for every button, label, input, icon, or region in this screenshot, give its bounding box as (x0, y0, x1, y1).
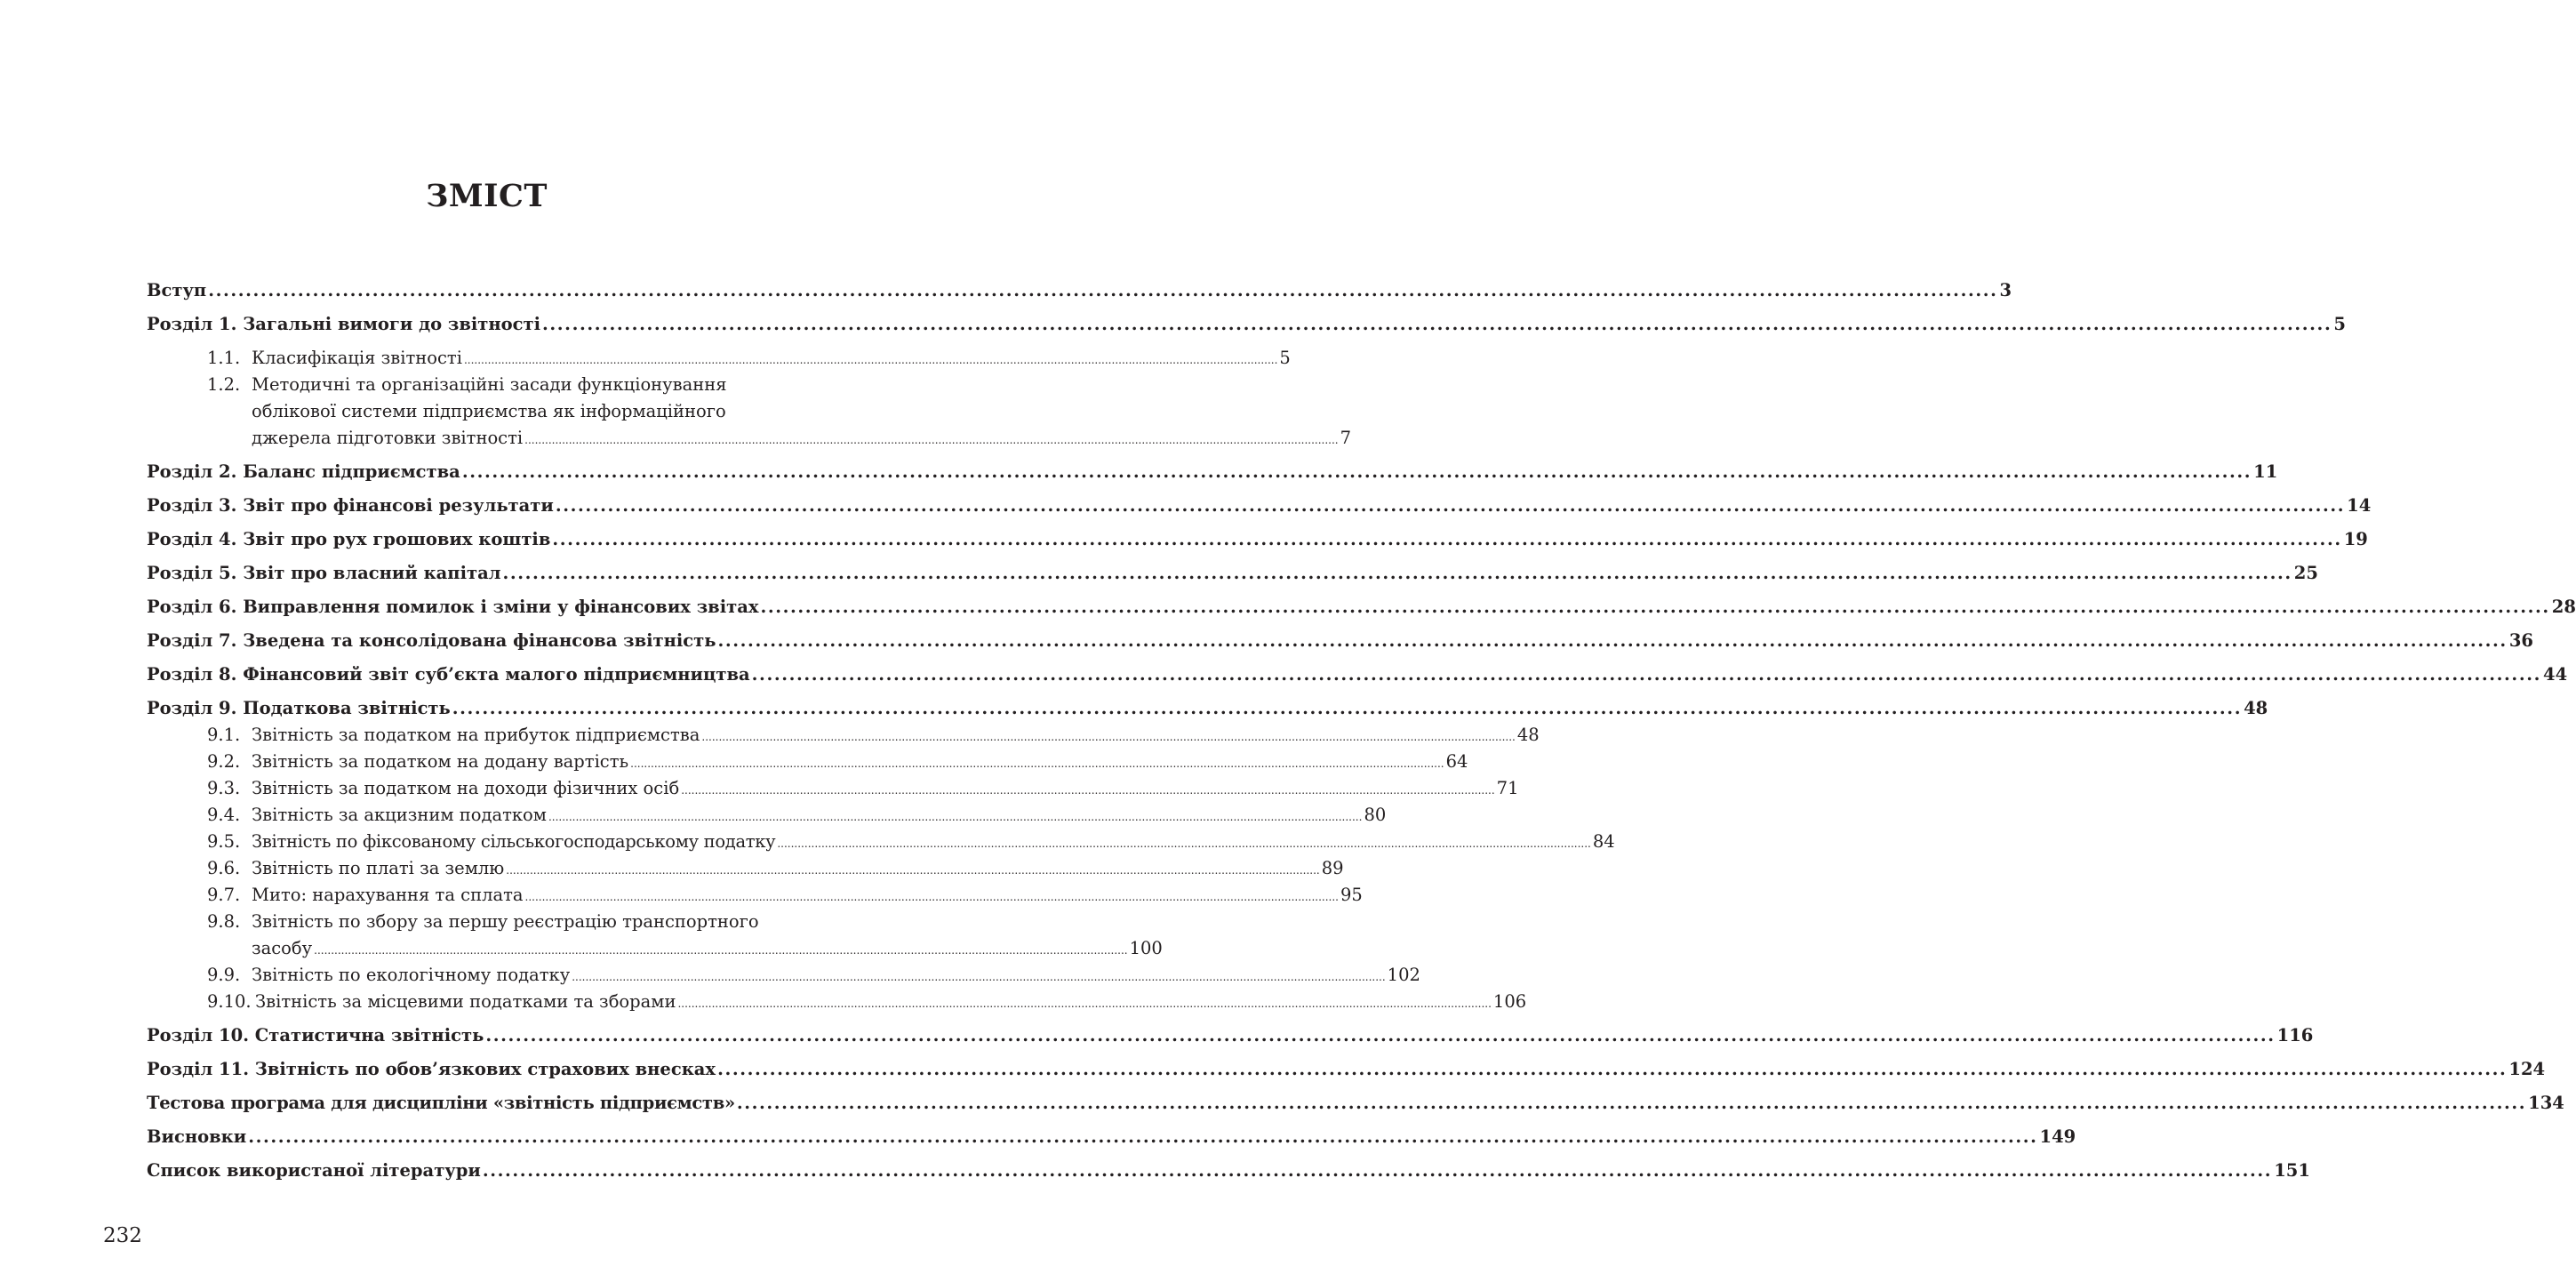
toc-page-number: 11 (2253, 461, 2278, 482)
toc-entry-title: Розділ 5. Звіт про власний капітал (147, 563, 501, 583)
toc-page-number: 5 (2333, 314, 2346, 334)
toc-page-number: 44 (2543, 664, 2568, 685)
toc-page-number: 84 (1592, 831, 1615, 852)
toc-page-number: 149 (2039, 1126, 2076, 1147)
toc-page-number: 134 (2528, 1093, 2564, 1113)
toc-page-number: 116 (2276, 1025, 2314, 1046)
toc-page-number: 151 (2274, 1160, 2310, 1181)
toc-entry-section-9-5 (147, 829, 1615, 855)
dot-leader (677, 989, 1491, 1017)
toc-entry-title: Розділ 1. Загальні вимоги до звітності (147, 314, 541, 334)
toc-section-number: 9.5. (207, 831, 241, 852)
toc-entry-title: Звітність по платі за землю (252, 858, 505, 878)
toc-entry-title: Розділ 11. Звітність по обов’язкових страхових внесках (147, 1059, 716, 1079)
toc-entry-section-9-8 (147, 909, 873, 935)
toc-section-number: 9.4. (207, 805, 241, 825)
toc-entry-title: Звітність по збору за першу реєстрацію транспортного (252, 911, 759, 932)
toc-entry-intro (147, 277, 2012, 311)
toc-page-number: 100 (1129, 938, 1163, 958)
toc-section-number: 1.1. (207, 348, 241, 368)
toc-entry-title: Розділ 2. Баланс підприємства (147, 461, 460, 482)
toc-page-number: 89 (1321, 858, 1344, 878)
dot-leader (717, 1056, 2507, 1083)
toc-entry-title: Розділ 9. Податкова звітність (147, 698, 451, 718)
toc-entry-section-9-9 (147, 962, 1420, 989)
dot-leader (572, 962, 1385, 990)
toc-entry-chapter-11 (147, 1056, 2546, 1090)
toc-entry-title: Розділ 4. Звіт про рух грошових коштів (147, 529, 551, 549)
toc-entry-title: Методичні та організаційні засади функціонування (252, 374, 727, 395)
toc-entry-title: Розділ 3. Звіт про фінансові результати (147, 495, 554, 516)
dot-leader (737, 1090, 2526, 1117)
toc-section-number: 9.1. (207, 725, 241, 745)
dot-leader (208, 277, 1997, 304)
toc-page-number: 71 (1496, 778, 1519, 798)
toc-section-number: 9.6. (207, 858, 241, 878)
toc-entry-section-1-2 (147, 372, 873, 398)
dot-leader (548, 802, 1362, 830)
toc-entry-references (147, 1158, 2310, 1191)
toc-entry-chapter-10 (147, 1022, 2314, 1056)
toc-section-number: 9.2. (207, 751, 241, 772)
dot-leader (506, 855, 1319, 884)
dot-leader (462, 459, 2252, 485)
dot-leader (681, 775, 1494, 804)
toc-entry-title: Класифікація звітності (252, 348, 462, 368)
toc-page-number: 5 (1279, 348, 1291, 368)
toc-entry-section-9-2 (147, 749, 1468, 775)
dot-leader (464, 345, 1277, 373)
toc-entry-section-9-4 (147, 802, 1387, 829)
page-number-footer: 232 (103, 1224, 142, 1247)
toc-entry-title: джерела підготовки звітності (252, 428, 524, 448)
toc-section-number: 9.8. (207, 911, 241, 932)
dot-leader (630, 749, 1444, 777)
toc-entry-chapter-7 (147, 628, 2533, 661)
toc-entry-section-9-6 (147, 855, 1344, 882)
toc-page-number: 48 (2244, 698, 2268, 718)
toc-entry-continuation (147, 398, 873, 425)
toc-entry-continuation (147, 935, 1163, 962)
dot-leader (752, 661, 2541, 688)
dot-leader (502, 560, 2292, 587)
page-title: ЗМІСТ (426, 178, 548, 214)
dot-leader (760, 594, 2549, 621)
toc-section-number: 1.2. (207, 374, 241, 395)
toc-entry-section-9-1 (147, 722, 1540, 749)
dot-leader (701, 722, 1515, 750)
toc-entry-title: Висновки (147, 1126, 247, 1147)
toc-entry-title: Розділ 8. Фінансовий звіт суб’єкта малого підприємництва (147, 664, 750, 685)
toc-entry-title: облікової системи підприємства як інформаційного (252, 401, 726, 421)
dot-leader (542, 311, 2332, 338)
toc-entry-chapter-2 (147, 459, 2278, 493)
dot-leader (314, 935, 1127, 964)
toc-entry-section-9-7 (147, 882, 1363, 909)
toc-section-number: 9.9. (207, 965, 241, 985)
toc-entry-title: Звітність по екологічному податку (252, 965, 571, 985)
toc-page-number: 48 (1516, 725, 1540, 745)
toc-entry-section-9-10 (147, 989, 1527, 1022)
toc-page-number: 106 (1492, 991, 1527, 1012)
toc-page-number: 95 (1340, 885, 1363, 905)
dot-leader (777, 829, 1590, 857)
dot-leader (525, 882, 1339, 910)
toc-page-number: 28 (2551, 597, 2576, 617)
toc-entry-title: Розділ 7. Зведена та консолідована фінансова звітність (147, 630, 716, 651)
toc-entry-title: Розділ 10. Статистична звітність (147, 1025, 484, 1046)
toc-entry-title: Розділ 6. Виправлення помилок і зміни у фінансових звітах (147, 597, 759, 617)
toc-page-number: 36 (2508, 630, 2533, 651)
toc-page-number: 80 (1364, 805, 1387, 825)
toc-page-number: 14 (2347, 495, 2372, 516)
dot-leader (718, 628, 2508, 654)
toc-section-number: 9.7. (207, 885, 241, 905)
toc-entry-test-program (147, 1090, 2564, 1124)
toc-page-number: 3 (1999, 280, 2012, 300)
toc-entry-title: Звітність за місцевими податками та зборами (255, 991, 676, 1012)
toc-entry-title: Звітність за акцизним податком (252, 805, 547, 825)
toc-entry-title: Звітність за податком на прибуток підприємства (252, 725, 700, 745)
toc-entry-chapter-6 (147, 594, 2576, 628)
toc-page-number: 64 (1445, 751, 1468, 772)
dot-leader (485, 1022, 2275, 1049)
toc-entry-title: Звітність по фіксованому сільськогосподарському податку (252, 831, 776, 852)
dot-leader (248, 1124, 2037, 1150)
toc-entry-conclusions (147, 1124, 2076, 1158)
toc-page-number: 25 (2293, 563, 2318, 583)
toc-entry-chapter-4 (147, 526, 2368, 560)
dot-leader (524, 425, 1338, 453)
toc-entry-title: Звітність за податком на доходи фізичних осіб (252, 778, 680, 798)
toc-page-number: 7 (1340, 428, 1352, 448)
toc-entry-chapter-8 (147, 661, 2568, 695)
toc-entry-title: Тестова програма для дисципліни «звітність підприємств» (147, 1093, 735, 1113)
toc-entry-section-1-1 (147, 345, 1291, 372)
table-of-contents (147, 277, 2576, 1191)
dot-leader (552, 526, 2341, 553)
toc-section-number: 9.3. (207, 778, 241, 798)
toc-entry-chapter-3 (147, 493, 2372, 526)
toc-entry-chapter-1 (147, 311, 2346, 345)
toc-entry-title: Звітність за податком на додану вартість (252, 751, 629, 772)
toc-page-number: 102 (1387, 965, 1420, 985)
toc-entry-title: Список використаної літератури (147, 1160, 481, 1181)
dot-leader (556, 493, 2345, 519)
dot-leader (452, 695, 2242, 722)
toc-entry-title: Вступ (147, 280, 207, 300)
toc-entry-title: Мито: нарахування та сплата (252, 885, 524, 905)
toc-page-number: 124 (2508, 1059, 2546, 1079)
toc-page-number: 19 (2343, 529, 2368, 549)
toc-entry-section-9-3 (147, 775, 1519, 802)
toc-entry-chapter-5 (147, 560, 2318, 594)
toc-entry-chapter-9 (147, 695, 2268, 722)
toc-entry-title: засобу (252, 938, 313, 958)
dot-leader (483, 1158, 2272, 1184)
toc-section-number: 9.10. (207, 991, 252, 1012)
toc-entry-continuation (147, 425, 1352, 459)
